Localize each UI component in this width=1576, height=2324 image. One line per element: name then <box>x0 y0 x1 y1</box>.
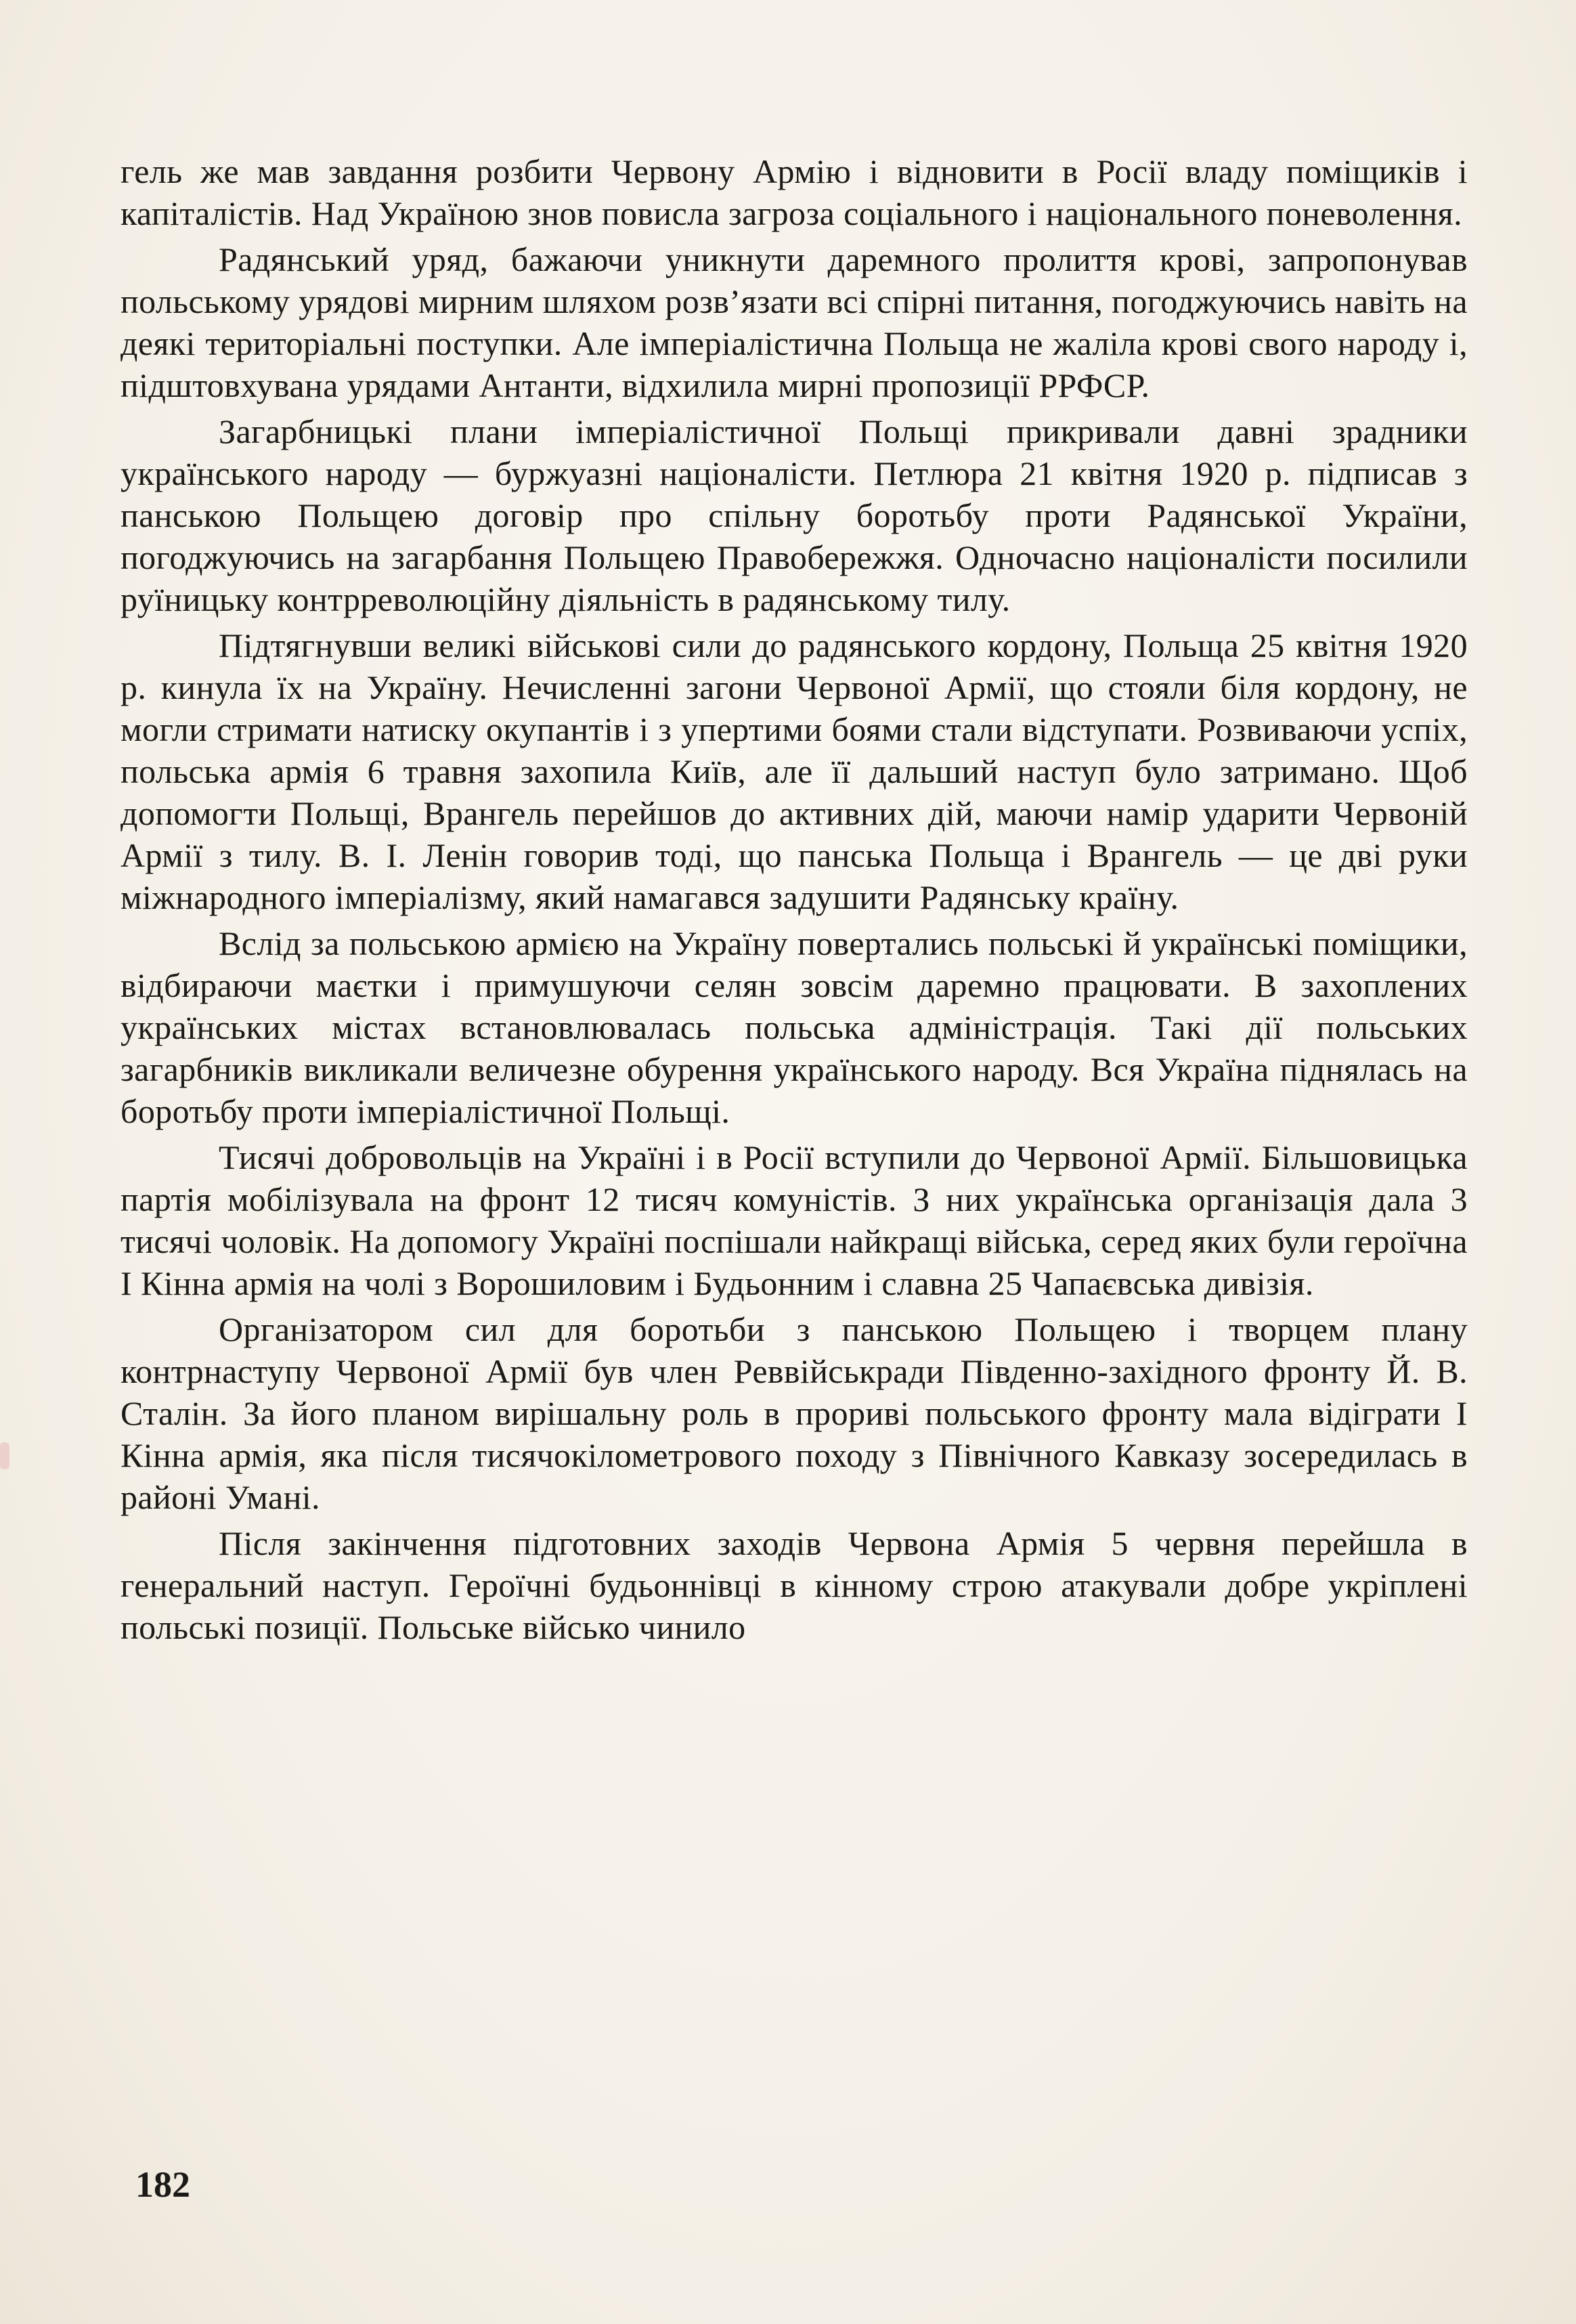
paragraph-7: Організатором сил для боротьби з панською Польщею і творцем плану контрнаступу Червоної Армії був член Реввійськради Південно-західного фронту Й. В. Сталін. За його планом вирішальну роль в прориві польського фронту мала відіграти І Кінна армія, яка після тисячокілометрового походу з Північного Кавказу зосередилась в районі Умані. <box>121 1310 1468 1516</box>
paragraph-3: Загарбницькі плани імперіалістичної Польщі прикривали давні зрадники українського народу — буржуазні націоналісти. Петлюра 21 квітня 1920 р. підписав з панською Польщею договір про спільну боротьбу проти Радянської України, погоджуючись на загарбання Польщею Правобережжя. Одночасно націоналісти посилили руїницьку контрреволюційну діяльність в радянському тилу. <box>121 412 1468 618</box>
body-text <box>121 150 1468 1648</box>
paragraph-2: Радянський уряд, бажаючи уникнути даремного пролиття крові, запропонував польському урядові мирним шляхом розв’язати всі спірні питання, погоджуючись навіть на деякі територіальні поступки. Але імперіалістична Польща не жаліла крові свого народу і, підштовхувана урядами Антанти, відхилила мирні пропозиції РРФСР. <box>121 240 1468 404</box>
paragraph-8: Після закінчення підготовних заходів Червона Армія 5 червня перейшла в генеральний наступ. Героїчні будьоннівці в кінному строю атакували добре укріплені польські позиції. Польське військо чинило <box>121 1524 1468 1646</box>
page-number: 182 <box>135 2164 190 2205</box>
paragraph-4: Підтягнувши великі військові сили до радянського кордону, Польща 25 квітня 1920 р. кинула їх на Україну. Нечисленні загони Червоної Армії, що стояли біля кордону, не могли стримати натиску окупантів і з упертими боями стали відступати. Розвиваючи успіх, польська армія 6 травня захопила Київ, але її дальший наступ було затримано. Щоб допомогти Польщі, Врангель перейшов до активних дій, маючи намір ударити Червоній Армії з тилу. В. І. Ленін говорив тоді, що панська Польща і Врангель — це дві руки міжнародного імперіалізму, який намагався задушити Радянську країну. <box>121 626 1468 916</box>
paragraph-5: Вслід за польською армією на Україну повертались польські й українські поміщики, відбираючи маєтки і примушуючи селян зовсім даремно працювати. В захоплених українських містах встановлювалась польська адміністрація. Такі дії польських загарбників викликали величезне обурення українського народу. Вся Україна піднялась на боротьбу проти імперіалістичної Польщі. <box>121 924 1468 1130</box>
ink-stain <box>0 1442 9 1469</box>
paragraph-1: гель же мав завдання розбити Червону Армію і відновити в Росії владу поміщиків і капіталістів. Над Україною знов повисла загроза соціального і національного поневолення. <box>121 152 1468 232</box>
paragraph-6: Тисячі добровольців на Україні і в Росії вступили до Червоної Армії. Більшовицька партія мобілізувала на фронт 12 тисяч комуністів. З них українська організація дала 3 тисячі чоловік. На допомогу Україні поспішали найкращі війська, серед яких були героїчна І Кінна армія на чолі з Ворошиловим і Будьонним і славна 25 Чапаєвська дивізія. <box>121 1138 1468 1302</box>
